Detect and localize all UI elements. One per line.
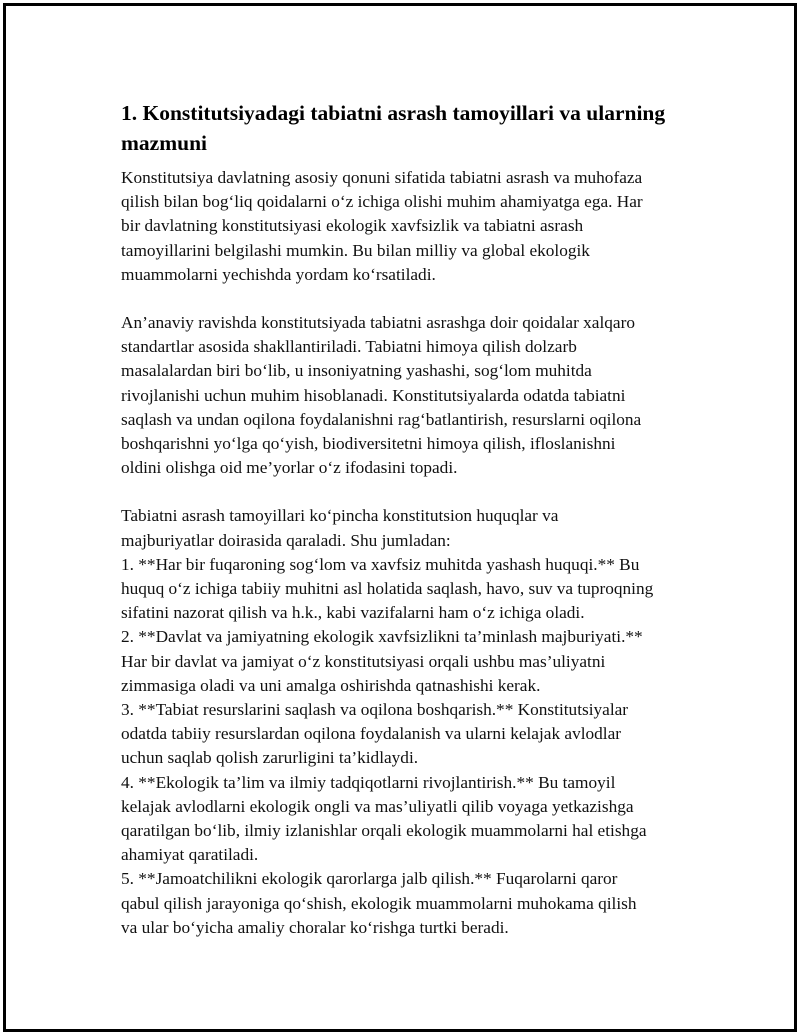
paragraph-line: bir davlatning konstitutsiyasi ekologik xavfsizlik va tabiatni asrash — [121, 216, 584, 236]
paragraph-line: tamoyillarini belgilashi mumkin. Bu bilan milliy va global ekologik — [121, 240, 590, 260]
list-item-line: zimmasiga oladi va uni amalga oshirishda qatnashishi kerak. — [121, 675, 541, 695]
paragraph-line: qilish bilan bog‘liq qoidalarni o‘z ichiga olishi muhim ahamiyatga ega. Har — [121, 192, 643, 212]
paragraph-line: saqlash va undan oqilona foydalanishni rag‘batlantirish, resurslarni oqilona — [121, 409, 642, 429]
list-item-line: ahamiyat qaratiladi. — [121, 845, 259, 865]
paragraph-line: boshqarishni yo‘lga qo‘yish, biodiversitetni himoya qilish, ifloslanishni — [121, 434, 616, 454]
document-body — [121, 98, 691, 940]
paragraph-line: standartlar asosida shakllantiriladi. Tabiatni himoya qilish dolzarb — [121, 337, 577, 357]
list-item-line: uchun saqlab qolish zarurligini ta’kidlaydi. — [121, 748, 419, 768]
paragraph-line: An’anaviy ravishda konstitutsiyada tabiatni asrashga doir qoidalar xalqaro — [121, 313, 635, 333]
list-item-line: sifatini nazorat qilish va h.k., kabi vazifalarni ham o‘z ichiga oladi. — [121, 603, 585, 623]
list-item-line: qaratilgan bo‘lib, ilmiy izlanishlar orqali ekologik muammolarni hal etishga — [121, 821, 647, 841]
paragraph-spacer — [121, 480, 691, 504]
paragraph-line: masalalardan biri bo‘lib, u insoniyatning yashashi, sog‘lom muhitda — [121, 361, 592, 381]
paragraph-spacer — [121, 287, 691, 311]
list-item-line: va ular bo‘yicha amaliy choralar ko‘rishga turtki beradi. — [121, 917, 509, 937]
paragraph-line: oldini olishga oid me’yorlar o‘z ifodasini topadi. — [121, 458, 458, 478]
heading-line: mazmuni — [121, 131, 207, 155]
paragraph-line: rivojlanishi uchun muhim hisoblanadi. Konstitutsiyalarda odatda tabiatni — [121, 385, 626, 405]
paragraph-intro — [121, 166, 691, 287]
paragraph-line: muammolarni yechishda yordam ko‘rsatiladi. — [121, 264, 436, 284]
list-item-line: 2. **Davlat va jamiyatning ekologik xavfsizlikni ta’minlash majburiyati.** — [121, 627, 643, 647]
list-item-line: huquq o‘z ichiga tabiiy muhitni asl holatida saqlash, havo, suv va tuproqning — [121, 579, 654, 599]
paragraph-line: Tabiatni asrash tamoyillari ko‘pincha konstitutsion huquqlar va — [121, 506, 559, 526]
list-item-line: 5. **Jamoatchilikni ekologik qarorlarga jalb qilish.** Fuqarolarni qaror — [121, 869, 618, 889]
heading-line: 1. Konstitutsiyadagi tabiatni asrash tamoyillari va ularning — [121, 101, 666, 125]
paragraph-principles — [121, 504, 691, 940]
paragraph-line: Konstitutsiya davlatning asosiy qonuni sifatida tabiatni asrash va muhofaza — [121, 168, 643, 187]
section-heading — [121, 98, 691, 158]
page-border — [3, 3, 797, 1032]
list-item-line: kelajak avlodlarni ekologik ongli va mas’uliyatli qilib voyaga yetkazishga — [121, 796, 634, 816]
list-item-line: 4. **Ekologik ta’lim va ilmiy tadqiqotlarni rivojlantirish.** Bu tamoyil — [121, 772, 616, 792]
list-item-line: 1. **Har bir fuqaroning sog‘lom va xavfsiz muhitda yashash huquqi.** Bu — [121, 554, 640, 574]
list-item-line: 3. **Tabiat resurslarini saqlash va oqilona boshqarish.** Konstitutsiyalar — [121, 700, 629, 720]
list-item-line: qabul qilish jarayoniga qo‘shish, ekologik muammolarni muhokama qilish — [121, 893, 637, 913]
paragraph-tradition — [121, 311, 691, 480]
paragraph-line: majburiyatlar doirasida qaraladi. Shu jumladan: — [121, 530, 451, 550]
list-item-line: odatda tabiiy resurslardan oqilona foydalanish va ularni kelajak avlodlar — [121, 724, 622, 744]
list-item-line: Har bir davlat va jamiyat o‘z konstitutsiyasi orqali ushbu mas’uliyatni — [121, 651, 606, 671]
